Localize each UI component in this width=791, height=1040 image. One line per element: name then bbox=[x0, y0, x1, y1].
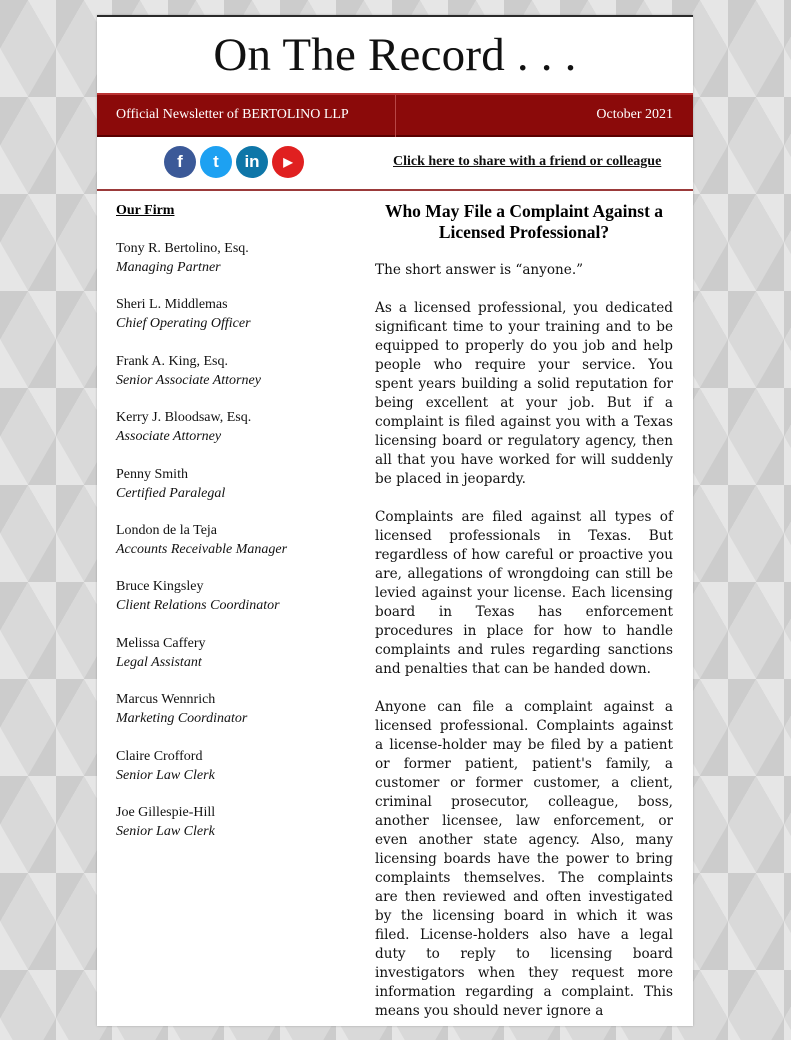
staff-name: Penny Smith bbox=[116, 466, 188, 482]
staff-role: Certified Paralegal bbox=[116, 485, 226, 501]
staff-name: Marcus Wennrich bbox=[116, 692, 216, 708]
staff-role: Associate Attorney bbox=[116, 429, 222, 445]
article-paragraph: Anyone can file a complaint against a licensed professional. Complaints against a license-holder may be filed by a patient or former patient, patient's family, a customer or former customer, a client, criminal prosecutor, colleague, boss, another licensee, law enforcement, or even another state agency. Also, many licensing boards have the power to bring complaints themselves. The complaints are then reviewed and often investigated by the licensing board in which it was filed. License-holders also have a legal duty to reply to licensing board investigators when they request more information regarding a complaint. This means you should never ignore a bbox=[375, 699, 673, 1019]
article-paragraph: As a licensed professional, you dedicated significant time to your training and to be equipped to properly do you job and help people who require your service. You spent years building a solid reputation for being excellent at your job. But if a complaint is filed against you with a Texas licensing board or regulatory agency, then all that you have worked for will suddenly be placed in jeopardy. bbox=[375, 300, 673, 487]
staff-name: Bruce Kingsley bbox=[116, 579, 204, 595]
staff-entry bbox=[116, 690, 336, 728]
staff-entry bbox=[116, 352, 336, 390]
staff-name: Joe Gillespie-Hill bbox=[116, 804, 216, 820]
facebook-icon[interactable]: f bbox=[164, 146, 196, 178]
staff-role: Legal Assistant bbox=[116, 654, 202, 670]
social-icons bbox=[164, 146, 304, 178]
staff-role: Accounts Receivable Manager bbox=[116, 541, 288, 557]
article-paragraph: The short answer is “anyone.” bbox=[375, 262, 584, 278]
staff-entry bbox=[116, 408, 336, 446]
staff-name: Sheri L. Middlemas bbox=[116, 297, 228, 313]
staff-list bbox=[116, 239, 336, 841]
staff-role: Senior Associate Attorney bbox=[116, 372, 261, 388]
sidebar-our-firm bbox=[116, 203, 336, 859]
staff-name: Kerry J. Bloodsaw, Esq. bbox=[116, 410, 252, 426]
article-paragraph: Complaints are filed against all types of licensed professionals in Texas. But regardless of how careful or proactive you are, allegations of wrongdoing can still be levied against your license. Each licensing board in Texas has enforcement procedures in place for how to handle complaints and rules regarding sanctions and penalties that can be handed down. bbox=[375, 509, 673, 677]
staff-role: Client Relations Coordinator bbox=[116, 598, 280, 614]
article-body bbox=[375, 261, 673, 1021]
twitter-icon[interactable]: t bbox=[200, 146, 232, 178]
staff-name: Frank A. King, Esq. bbox=[116, 353, 228, 369]
social-row bbox=[97, 137, 693, 191]
youtube-icon[interactable]: ▶ bbox=[272, 146, 304, 178]
staff-name: Melissa Caffery bbox=[116, 635, 206, 651]
staff-role: Chief Operating Officer bbox=[116, 316, 251, 332]
masthead-title: On The Record . . . bbox=[213, 29, 577, 81]
linkedin-icon[interactable]: in bbox=[236, 146, 268, 178]
staff-name: Claire Crofford bbox=[116, 748, 203, 764]
staff-entry bbox=[116, 577, 336, 615]
staff-entry bbox=[116, 803, 336, 841]
sidebar-heading: Our Firm bbox=[116, 203, 175, 218]
staff-entry bbox=[116, 521, 336, 559]
staff-entry bbox=[116, 239, 336, 277]
article-title: Who May File a Complaint Against a Licensed Professional? bbox=[384, 201, 664, 242]
share-link[interactable]: Click here to share with a friend or colleague bbox=[393, 154, 662, 169]
article bbox=[375, 201, 673, 1040]
staff-role: Senior Law Clerk bbox=[116, 767, 215, 783]
staff-role: Marketing Coordinator bbox=[116, 711, 248, 727]
newsletter-page bbox=[97, 15, 693, 1026]
staff-name: London de la Teja bbox=[116, 522, 218, 538]
staff-entry bbox=[116, 295, 336, 333]
staff-role: Senior Law Clerk bbox=[116, 823, 215, 839]
issue-date: October 2021 bbox=[596, 107, 673, 122]
staff-name: Tony R. Bertolino, Esq. bbox=[116, 241, 249, 256]
staff-entry bbox=[116, 634, 336, 672]
staff-entry bbox=[116, 465, 336, 503]
header-divider bbox=[395, 95, 396, 137]
staff-role: Managing Partner bbox=[116, 260, 221, 275]
staff-entry bbox=[116, 747, 336, 785]
newsletter-label: Official Newsletter of BERTOLINO LLP bbox=[116, 107, 349, 122]
